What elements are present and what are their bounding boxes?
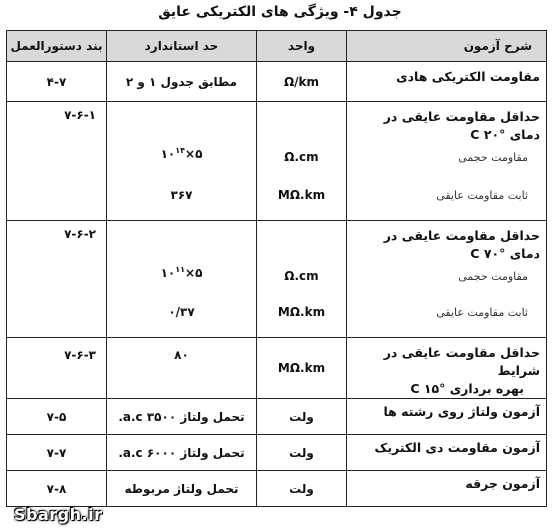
header-unit: واحد xyxy=(257,31,347,62)
row3-unit-1: Ω.cm xyxy=(284,269,319,283)
row7-unit-cell xyxy=(257,471,347,507)
row3-standard-cell xyxy=(107,221,257,338)
row1-unit: Ω/km xyxy=(283,74,320,89)
header-standard: حد استاندارد xyxy=(107,31,257,62)
row4-unit: MΩ.km xyxy=(277,361,326,375)
row2-standard-cell xyxy=(107,102,257,221)
table-row xyxy=(7,435,547,471)
row5-unit-cell xyxy=(257,399,347,435)
row3-standard-2: ۰/۳۷ xyxy=(168,305,195,319)
row4-standard: ۸۰ xyxy=(174,348,189,362)
row7-clause-cell xyxy=(7,471,107,507)
row3-standard-1 xyxy=(107,265,256,280)
table-row xyxy=(7,62,547,102)
row1-unit-cell xyxy=(257,62,347,102)
header-description: شرح آزمون xyxy=(347,31,547,62)
row1-description-cell xyxy=(347,62,547,102)
row2-unit-2: MΩ.km xyxy=(277,188,326,202)
table-row xyxy=(7,338,547,399)
row2-standard-1 xyxy=(107,146,256,161)
row4-standard-cell xyxy=(107,338,257,399)
row3-sub-volume-resistivity: مقاومت حجمی xyxy=(458,270,528,283)
table-row xyxy=(7,399,547,435)
row3-clause-cell xyxy=(7,221,107,338)
row3-clause: ۷-۶-۲ xyxy=(64,227,96,241)
row6-unit-cell xyxy=(257,435,347,471)
row3-standard-1-exponent: ۱۱ xyxy=(175,265,186,274)
row7-description-cell xyxy=(347,471,547,507)
row5-clause-cell xyxy=(7,399,107,435)
row4-description-cell xyxy=(347,338,547,399)
row3-description: حداقل مقاومت عایقی در دمای °C ۷۰ xyxy=(383,228,540,261)
row7-clause: ۷-۸ xyxy=(46,481,67,496)
table-row xyxy=(7,221,547,338)
row2-clause-cell xyxy=(7,102,107,221)
row4-clause: ۷-۶-۳ xyxy=(64,348,96,362)
row2-description-cell xyxy=(347,102,547,221)
row4-description-line1: حداقل مقاومت عایقی در شرایط xyxy=(383,345,540,378)
row1-description: مقاومت الکتریکی هادی xyxy=(396,69,540,84)
row2-unit-cell xyxy=(257,102,347,221)
row3-sub-insulation-constant: ثابت مقاومت عایقی xyxy=(436,306,528,319)
row5-unit: ولت xyxy=(289,409,314,424)
row6-standard-cell xyxy=(107,435,257,471)
header-clause: بند دستورالعمل xyxy=(7,31,107,62)
row7-description: آزمون جرقه xyxy=(465,476,540,491)
row2-sub-insulation-constant: ثابت مقاومت عایقی xyxy=(436,189,528,202)
row6-description: آزمون مقاومت دی الکتریک xyxy=(374,440,540,455)
row5-standard-cell xyxy=(107,399,257,435)
row3-unit-2: MΩ.km xyxy=(277,305,326,319)
row6-clause-cell xyxy=(7,435,107,471)
row2-standard-2: ۳۶۷ xyxy=(170,188,193,202)
row1-clause: ۴-۷ xyxy=(46,74,67,89)
watermark: Sbargh.ir xyxy=(14,505,103,524)
row2-unit-1: Ω.cm xyxy=(284,150,319,164)
row3-standard-1-base: ۵×۱۰ xyxy=(160,266,203,280)
row1-clause-cell xyxy=(7,62,107,102)
table-row xyxy=(7,471,547,507)
row7-unit: ولت xyxy=(289,481,314,496)
row6-standard: تحمل ولتاژ ۶۰۰۰ a.c. xyxy=(118,445,245,460)
insulation-properties-table xyxy=(6,30,547,507)
row7-standard: تحمل ولتاژ مربوطه xyxy=(124,481,239,496)
row5-standard: تحمل ولتاژ ۳۵۰۰ a.c. xyxy=(118,409,245,424)
table-title: جدول ۴- ویژگی های الکتریکی عایق xyxy=(158,4,402,20)
row7-standard-cell xyxy=(107,471,257,507)
row5-clause: ۷-۵ xyxy=(46,409,67,424)
row5-description: آزمون ولتاژ روی رشته ها xyxy=(383,404,540,419)
row4-unit-cell xyxy=(257,338,347,399)
row3-description-cell xyxy=(347,221,547,338)
row2-sub-volume-resistivity: مقاومت حجمی xyxy=(458,151,528,164)
header-row xyxy=(7,31,547,62)
row6-description-cell xyxy=(347,435,547,471)
row2-standard-1-exponent: ۱۴ xyxy=(175,146,186,155)
row2-clause: ۷-۶-۱ xyxy=(64,108,96,122)
row5-description-cell xyxy=(347,399,547,435)
row3-unit-cell xyxy=(257,221,347,338)
table-row xyxy=(7,102,547,221)
row2-description: حداقل مقاومت عایقی در دمای °C ۲۰ xyxy=(383,109,540,142)
row6-unit: ولت xyxy=(289,445,314,460)
row1-standard-cell xyxy=(107,62,257,102)
row1-standard: مطابق جدول ۱ و ۲ xyxy=(125,74,238,89)
row4-description-line2: بهره برداری °C ۱۵ xyxy=(410,381,524,396)
row6-clause: ۷-۷ xyxy=(46,445,67,460)
row4-clause-cell xyxy=(7,338,107,399)
row2-standard-1-base: ۵×۱۰ xyxy=(160,147,203,161)
